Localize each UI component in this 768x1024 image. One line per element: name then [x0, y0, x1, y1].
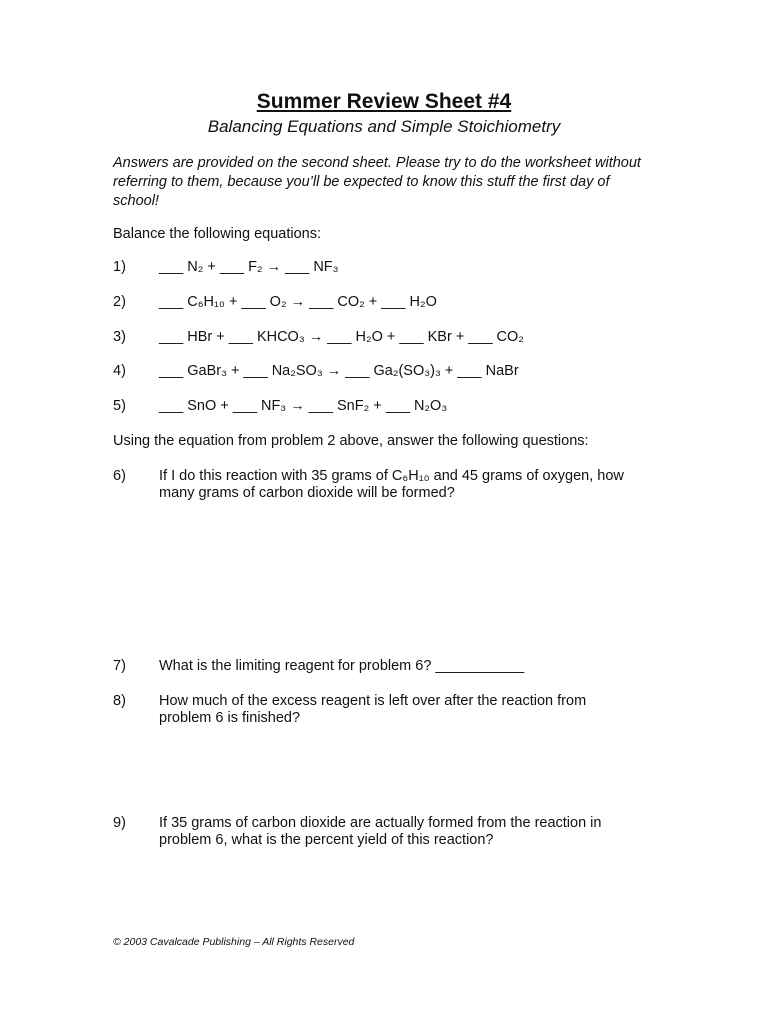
equation-text: ___ SnO + ___ NF₃ → ___ SnF₂ + ___ N₂O₃	[159, 398, 448, 414]
equation-number: 3)	[113, 329, 126, 345]
balance-prompt: Balance the following equations:	[113, 226, 321, 242]
questions-prompt: Using the equation from problem 2 above, answer the following questions:	[113, 433, 589, 449]
intro-paragraph: Answers are provided on the second sheet. Please try to do the worksheet without referring to them, because you’ll be expected to know this stuff the first day of school!	[113, 155, 641, 209]
equation-number: 4)	[113, 363, 126, 379]
question-text: If 35 grams of carbon dioxide are actually formed from the reaction in problem 6, what is the percent yield of this reaction?	[159, 815, 602, 848]
question-text: How much of the excess reagent is left over after the reaction from problem 6 is finished?	[159, 693, 587, 726]
question-number: 6)	[113, 468, 126, 484]
equation-text: ___ GaBr₃ + ___ Na₂SO₃ → ___ Ga₂(SO₃)₃ + ___ NaBr	[159, 363, 519, 379]
question-text: If I do this reaction with 35 grams of C₆H₁₀ and 45 grams of oxygen, how many grams of carbon dioxide will be formed?	[159, 468, 624, 501]
copyright-footer: © 2003 Cavalcade Publishing – All Rights Reserved	[113, 936, 355, 948]
equation-text: ___ C₆H₁₀ + ___ O₂ → ___ CO₂ + ___ H₂O	[159, 294, 437, 310]
equation-number: 1)	[113, 259, 126, 275]
question-number: 9)	[113, 815, 126, 831]
question-number: 7)	[113, 658, 126, 674]
equation-text: ___ HBr + ___ KHCO₃ → ___ H₂O + ___ KBr + ___ CO₂	[159, 329, 524, 345]
question-number: 8)	[113, 693, 126, 709]
page-title: Summer Review Sheet #4	[256, 90, 512, 113]
question-text: What is the limiting reagent for problem 6? ___________	[159, 658, 525, 674]
equation-number: 5)	[113, 398, 126, 414]
equation-number: 2)	[113, 294, 126, 310]
page-subtitle: Balancing Equations and Simple Stoichiometry	[207, 117, 561, 136]
equation-text: ___ N₂ + ___ F₂ → ___ NF₃	[159, 259, 339, 275]
